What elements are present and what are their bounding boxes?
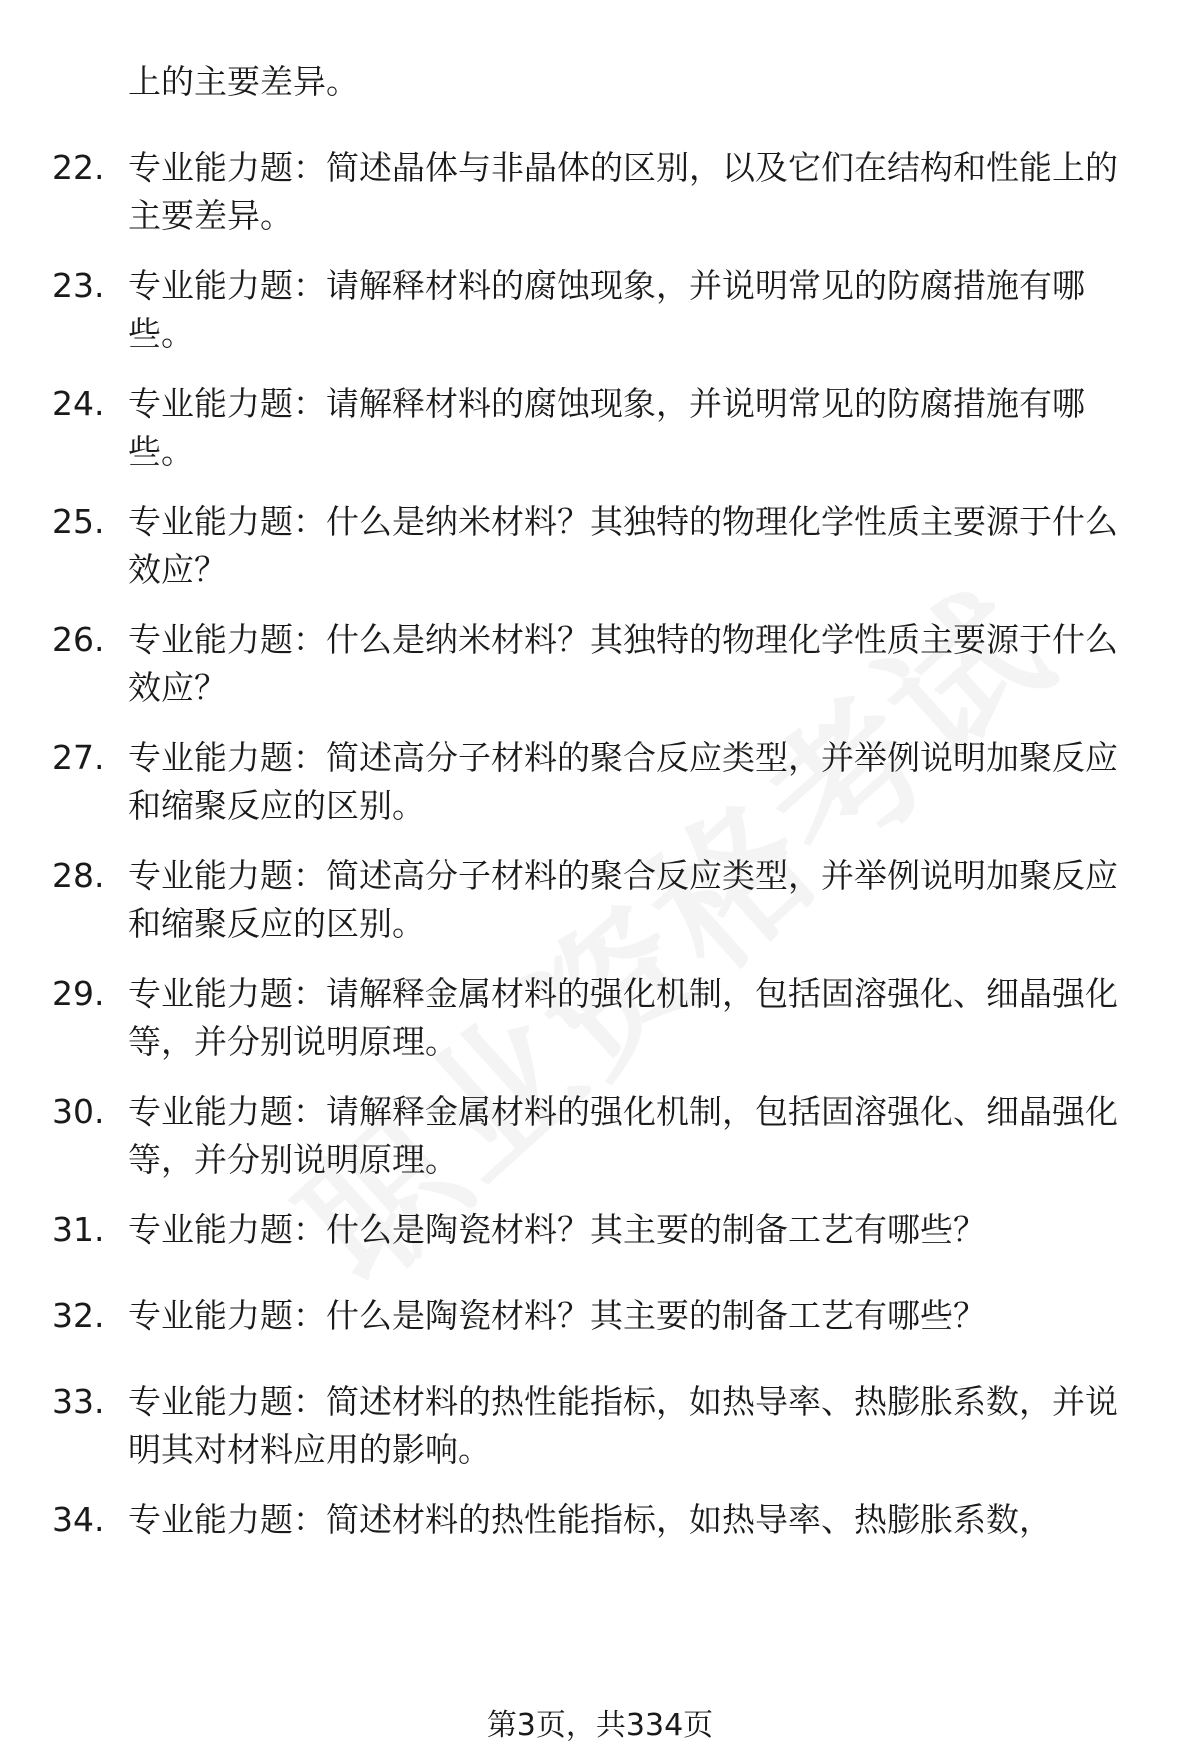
question-text: 专业能力题：简述材料的热性能指标，如热导率、热膨胀系数， (128, 1500, 1052, 1539)
list-item (0, 1206, 1200, 1292)
list-item (0, 852, 1200, 970)
question-number: 22. (52, 148, 105, 187)
question-number: 26. (52, 620, 105, 659)
question-number: 23. (52, 266, 105, 305)
question-number: 31. (52, 1210, 105, 1249)
list-item (0, 262, 1200, 380)
question-number: 24. (52, 384, 105, 423)
list-item (0, 498, 1200, 616)
question-number: 30. (52, 1092, 105, 1131)
question-text: 专业能力题：什么是陶瓷材料？其主要的制备工艺有哪些？ (128, 1296, 986, 1335)
question-number: 27. (52, 738, 105, 777)
question-number: 29. (52, 974, 105, 1013)
list-item (0, 734, 1200, 852)
question-text: 专业能力题：请解释材料的腐蚀现象，并说明常见的防腐措施有哪些。 (128, 266, 1085, 353)
question-text: 专业能力题：请解释金属材料的强化机制，包括固溶强化、细晶强化等，并分别说明原理。 (128, 1092, 1118, 1179)
question-number: 33. (52, 1382, 105, 1421)
list-item (0, 616, 1200, 734)
list-item (0, 144, 1200, 262)
list-item (0, 1378, 1200, 1496)
list-item (0, 1292, 1200, 1378)
list-item (0, 1496, 1200, 1544)
question-text: 专业能力题：什么是陶瓷材料？其主要的制备工艺有哪些？ (128, 1210, 986, 1249)
question-number: 32. (52, 1296, 105, 1335)
question-text: 专业能力题：简述晶体与非晶体的区别，以及它们在结构和性能上的主要差异。 (128, 148, 1118, 235)
list-item (0, 970, 1200, 1088)
question-list (0, 144, 1200, 1544)
question-text: 专业能力题：什么是纳米材料？其独特的物理化学性质主要源于什么效应？ (128, 620, 1118, 707)
question-text: 专业能力题：请解释材料的腐蚀现象，并说明常见的防腐措施有哪些。 (128, 384, 1085, 471)
continuation-text: 上的主要差异。 (128, 62, 359, 101)
question-text: 专业能力题：简述高分子材料的聚合反应类型，并举例说明加聚反应和缩聚反应的区别。 (128, 738, 1118, 825)
page-footer: 第3页，共334页 (486, 1708, 714, 1743)
question-text: 专业能力题：什么是纳米材料？其独特的物理化学性质主要源于什么效应？ (128, 502, 1118, 589)
list-item (0, 380, 1200, 498)
question-text: 专业能力题：简述高分子材料的聚合反应类型，并举例说明加聚反应和缩聚反应的区别。 (128, 856, 1118, 943)
question-text: 专业能力题：简述材料的热性能指标，如热导率、热膨胀系数，并说明其对材料应用的影响。 (128, 1382, 1118, 1469)
question-text: 专业能力题：请解释金属材料的强化机制，包括固溶强化、细晶强化等，并分别说明原理。 (128, 974, 1118, 1061)
list-item (0, 1088, 1200, 1206)
question-number: 28. (52, 856, 105, 895)
question-number: 25. (52, 502, 105, 541)
question-number: 34. (52, 1500, 105, 1539)
